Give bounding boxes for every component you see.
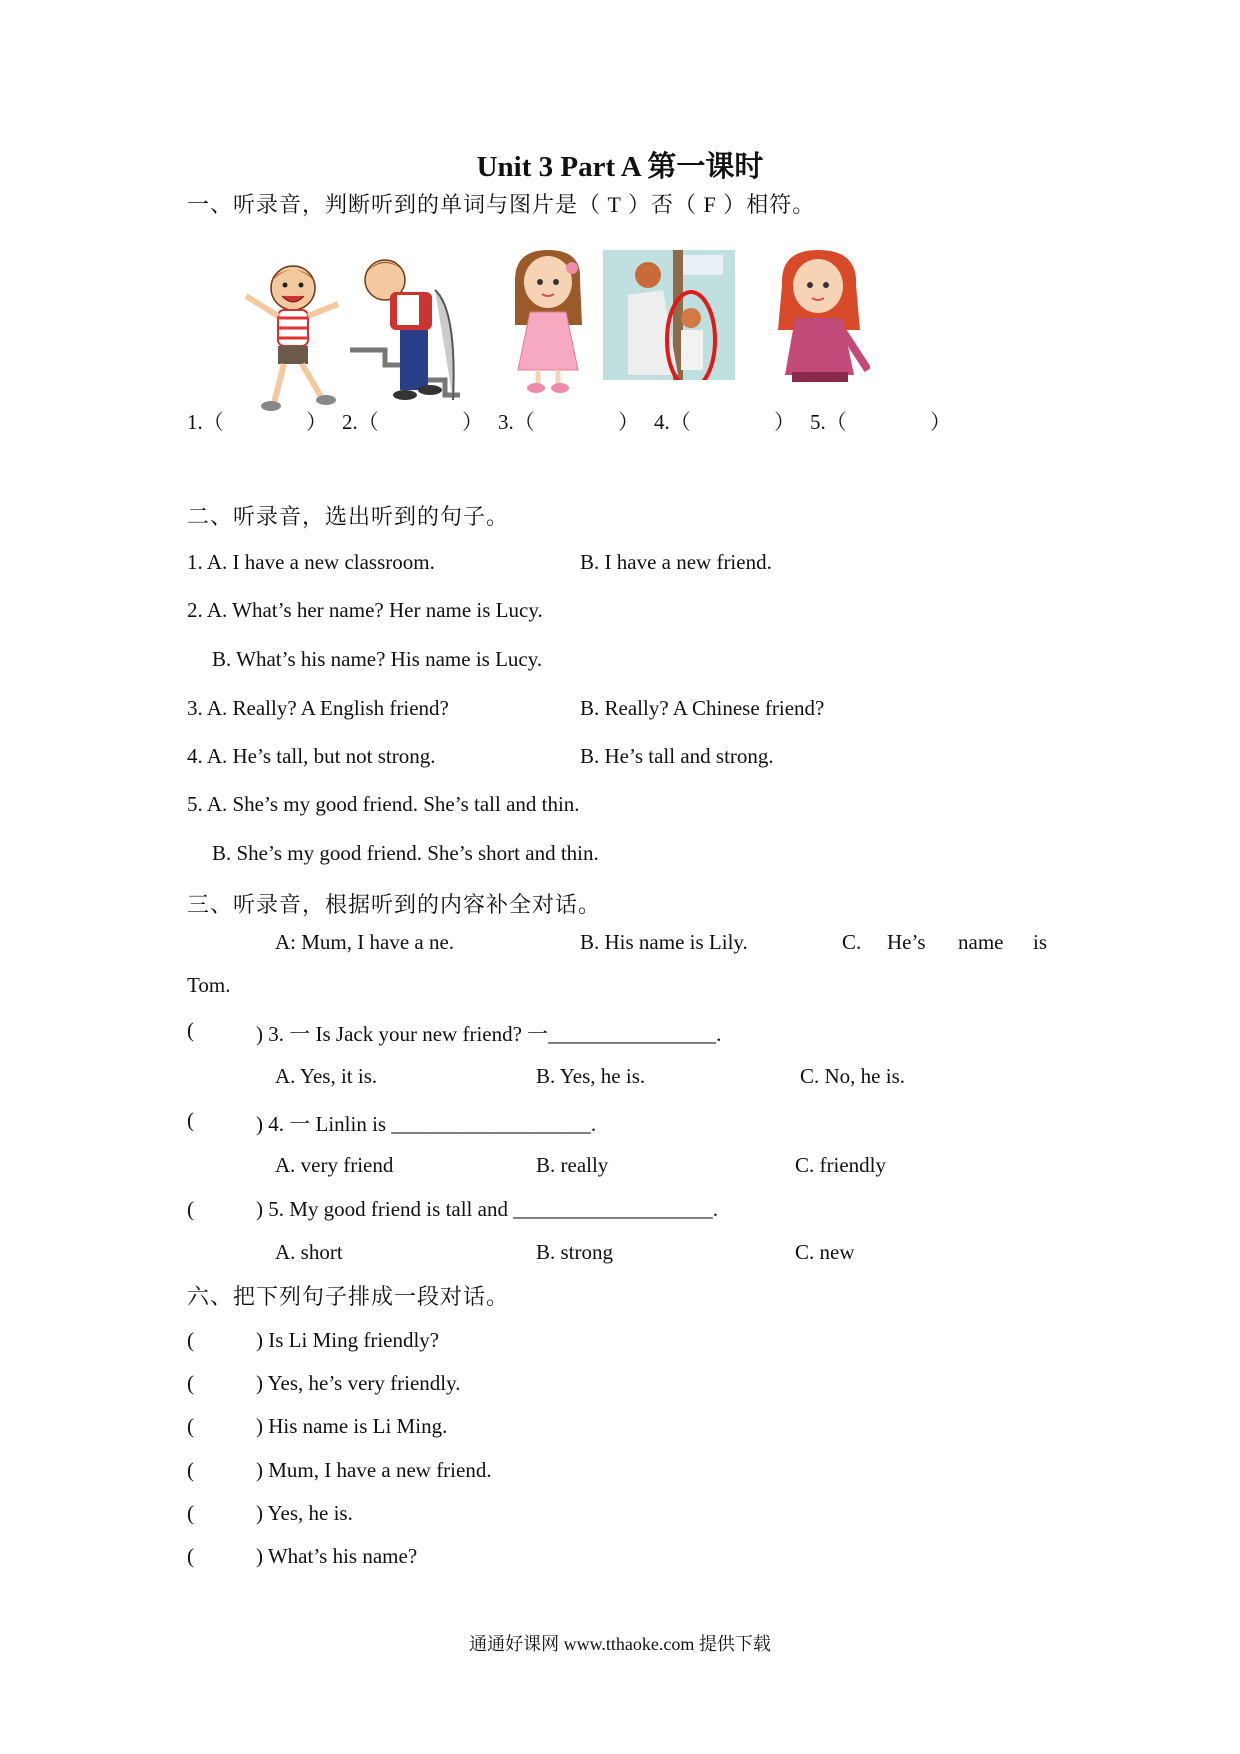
q3-choice-a: A. Yes, it is.	[275, 1064, 378, 1088]
order-item: ) His name is Li Ming.	[256, 1414, 448, 1438]
q3-choice-b: B. Yes, he is.	[536, 1064, 646, 1088]
answer-blank-3: 3.（	[498, 410, 535, 434]
section-2-heading: 二、听录音，选出听到的句子。	[187, 504, 510, 529]
answer-blank-close: ）	[774, 410, 795, 434]
answer-blank-close: ）	[930, 410, 951, 434]
paren-open: (	[187, 1458, 194, 1482]
answer-blank-4: 4.（	[654, 410, 691, 434]
paren-open: (	[187, 1414, 194, 1438]
paren-open: (	[187, 1328, 194, 1352]
classroom-photo-image	[603, 250, 735, 380]
q5-choice-a: A. short	[275, 1240, 343, 1264]
question-5: ) 5. My good friend is tall and ___________________.	[256, 1197, 718, 1221]
answer-blank-close: ）	[306, 410, 327, 434]
paren-open: (	[187, 1018, 194, 1042]
q5-choice-b: B. strong	[536, 1240, 614, 1264]
q5-choice-c: C. new	[795, 1240, 855, 1264]
q4-option-a: 4. A. He’s tall, but not strong.	[187, 744, 436, 768]
boy-jumping-image	[238, 258, 348, 418]
sec3-option-c-cont: Tom.	[187, 973, 231, 997]
page-title: Unit 3 Part A 第一课时	[476, 151, 764, 183]
q4-choice-b: B. really	[536, 1153, 609, 1177]
question-3: ) 3. 一 Is Jack your new friend? 一________________.	[256, 1022, 722, 1046]
answer-blank-1: 1.（	[187, 410, 224, 434]
sec3-option-c-word: He’s	[887, 930, 926, 954]
question-4: ) 4. 一 Linlin is ___________________.	[256, 1112, 597, 1136]
q3-option-b: B. Really? A Chinese friend?	[580, 696, 825, 720]
sec3-option-c-word: is	[1033, 930, 1048, 954]
order-item: ) Mum, I have a new friend.	[256, 1458, 492, 1482]
q1-option-a: 1. A. I have a new classroom.	[187, 550, 435, 574]
q5-option-b: B. She’s my good friend. She’s short and thin.	[212, 841, 599, 865]
sec3-option-c: C.	[842, 930, 862, 954]
q4-choice-a: A. very friend	[275, 1153, 394, 1177]
q4-choice-c: C. friendly	[795, 1153, 886, 1177]
order-item: ) Is Li Ming friendly?	[256, 1328, 440, 1352]
answer-blank-close: ）	[462, 410, 483, 434]
q3-option-a: 3. A. Really? A English friend?	[187, 696, 449, 720]
girl-red-hair-image	[770, 250, 870, 390]
sec3-option-c-word: name	[958, 930, 1004, 954]
answer-blank-close: ）	[618, 410, 639, 434]
sec3-option-b: B. His name is Lily.	[580, 930, 748, 954]
q2-option-a: 2. A. What’s her name? Her name is Lucy.	[187, 598, 543, 622]
answer-blank-5: 5.（	[810, 410, 847, 434]
girl-pink-dress-image	[500, 250, 595, 395]
paren-open: (	[187, 1544, 194, 1568]
paren-open: (	[187, 1197, 194, 1221]
q2-option-b: B. What’s his name? His name is Lucy.	[212, 647, 543, 671]
paren-open: (	[187, 1108, 194, 1132]
footer-text: 通通好课网 www.tthaoke.com 提供下载	[469, 1634, 771, 1654]
section-3-heading: 三、听录音，根据听到的内容补全对话。	[187, 892, 602, 917]
q4-option-b: B. He’s tall and strong.	[580, 744, 774, 768]
boy-climbing-stairs-image	[345, 250, 465, 420]
q5-option-a: 5. A. She’s my good friend. She’s tall and thin.	[187, 792, 580, 816]
paren-open: (	[187, 1371, 194, 1395]
q3-choice-c: C. No, he is.	[800, 1064, 905, 1088]
sec3-option-a: A: Mum, I have a ne.	[275, 930, 455, 954]
order-item: ) What’s his name?	[256, 1544, 418, 1568]
q1-option-b: B. I have a new friend.	[580, 550, 772, 574]
section-1-heading: 一、听录音，判断听到的单词与图片是（ T ）否（ F ）相符。	[187, 192, 816, 217]
order-item: ) Yes, he is.	[256, 1501, 353, 1525]
paren-open: (	[187, 1501, 194, 1525]
answer-blank-2: 2.（	[342, 410, 379, 434]
section-6-heading: 六、把下列句子排成一段对话。	[187, 1284, 510, 1309]
order-item: ) Yes, he’s very friendly.	[256, 1371, 461, 1395]
